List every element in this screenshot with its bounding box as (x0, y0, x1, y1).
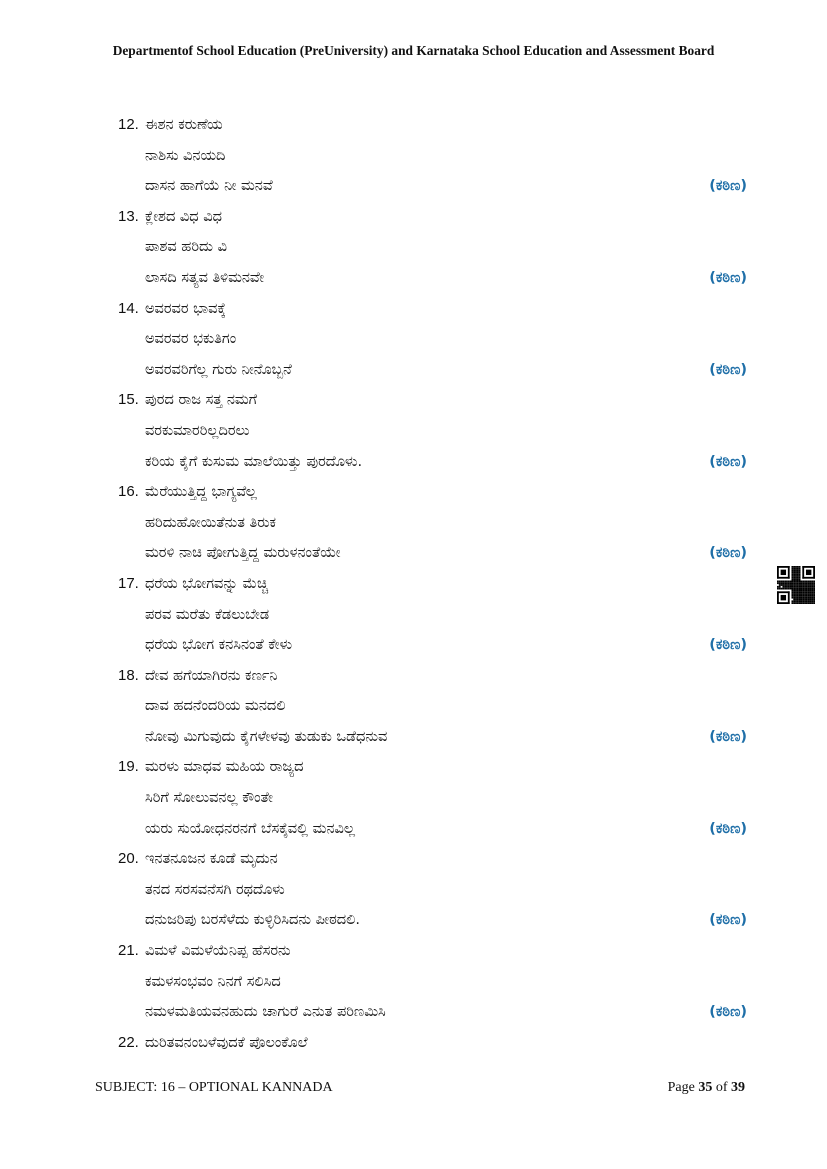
verse-line (0, 877, 827, 908)
page-prefix: Page (667, 1080, 699, 1095)
verse-line (0, 663, 827, 694)
verse-text: ನಾಶಿಸು ವಿನಯದಿ (145, 147, 226, 164)
verse-line (0, 1030, 827, 1061)
verse-line (0, 724, 827, 755)
qr-code-icon (777, 566, 815, 604)
verse-line (0, 907, 827, 938)
verse-line (0, 326, 827, 357)
verse-text: ಪರವ ಮರೆತು ಕೆಡಲುಬೇಡ (145, 606, 270, 623)
difficulty-tag: (ಕಠಿಣ) (709, 820, 747, 837)
item-number: 14. (118, 299, 139, 317)
item-number: 13. (118, 207, 139, 225)
verse-text: ಯರು ಸುಯೋಧನರನಗೆ ಬೆಸಕೈವಲ್ಲಿ ಮನವಿಲ್ಲ (145, 820, 355, 837)
difficulty-tag: (ಕಠಿಣ) (709, 728, 747, 745)
verse-line (0, 754, 827, 785)
verse-text: ದಾಸನ ಹಾಗೆಯೆ ನೀ ಮನವೆ (145, 178, 273, 195)
difficulty-tag: (ಕಠಿಣ) (709, 1004, 747, 1021)
question-list (0, 112, 827, 1060)
item-number: 12. (118, 116, 139, 133)
page-current: 35 (698, 1080, 713, 1095)
verse-text: ಈಶನ ಕರುಣೆಯ (145, 117, 223, 133)
verse-line (0, 173, 827, 204)
verse-text: ಅವರವರಿಗೆಲ್ಲ ಗುರು ನೀನೊಬ್ಬನೆ (145, 361, 292, 378)
page-header (0, 43, 827, 59)
verse-text: ಧರೆಯ ಭೋಗವನ್ನು ಮೆಚ್ಚಿ (145, 575, 269, 592)
verse-text: ದನುಜರಿಪು ಬರಸೆಳೆದು ಕುಳ್ಳಿರಿಸಿದನು ಪೀಠದಲಿ. (145, 912, 360, 929)
verse-line (0, 693, 827, 724)
verse-line (0, 204, 827, 235)
difficulty-tag: (ಕಠಿಣ) (709, 178, 747, 195)
difficulty-tag: (ಕಠಿಣ) (709, 361, 747, 378)
verse-text: ದೇವ ಹಗೆಯಾಗಿರನು ಕರ್ಣನಿ (145, 667, 278, 684)
item-number: 20. (118, 850, 139, 868)
verse-line (0, 999, 827, 1030)
header-title: Departmentof School Education (PreUniversity) and Karnataka School Education and Assessment Board (112, 43, 715, 58)
verse-line (0, 846, 827, 877)
verse-line (0, 969, 827, 1000)
list-item (0, 204, 827, 296)
verse-line (0, 510, 827, 541)
verse-line (0, 387, 827, 418)
item-number: 15. (118, 391, 139, 409)
difficulty-tag: (ಕಠಿಣ) (709, 637, 747, 654)
list-item (0, 846, 827, 938)
verse-line (0, 632, 827, 663)
list-item (0, 571, 827, 663)
verse-text: ದಾವ ಹದನೆಂದರಿಯ ಮನದಲಿ (145, 698, 286, 715)
verse-text: ಮರಳಿ ನಾಚಿ ಪೋಗುತ್ತಿದ್ದ ಮರುಳನಂತೆಯೇ (145, 545, 341, 562)
list-item (0, 479, 827, 571)
page-footer (0, 1080, 827, 1100)
item-number: 16. (118, 483, 139, 501)
list-item (0, 754, 827, 846)
verse-line (0, 112, 827, 143)
page-of: of (712, 1080, 731, 1095)
list-item (0, 938, 827, 1030)
verse-text: ಪಾಶವ ಹರಿದು ವಿ (145, 239, 227, 256)
item-number: 18. (118, 666, 139, 684)
verse-text: ನಮಳಮತಿಯವನಹುದು ಚಾಗುರೆ ಎನುತ ಪರಿಣಮಿಸಿ (145, 1004, 386, 1021)
footer-subject: SUBJECT: 16 – OPTIONAL KANNADA (95, 1080, 333, 1095)
verse-text: ಹರಿದುಹೋಯಿತೆನುತ ತಿರುಕ (145, 514, 277, 531)
page-total: 39 (731, 1080, 745, 1095)
list-item (0, 387, 827, 479)
difficulty-tag: (ಕಠಿಣ) (709, 545, 747, 562)
verse-text: ವಿಮಳೆ ವಿಮಳೆಯೆನಿಪ್ಪ ಹೆಸರನು (145, 943, 291, 960)
page-number (668, 1080, 745, 1096)
verse-line (0, 296, 827, 327)
verse-text: ದುರಿತವನಂಬಳೆವುದಕೆ ಪೊಲಂಕೊಲೆ (145, 1034, 308, 1051)
verse-text: ವರಕುಮಾರರಿಲ್ಲದಿರಲು (145, 422, 250, 439)
verse-text: ಸಿರಿಗೆ ಸೋಲುವನಲ್ಲ ಕೌಂತೇ (145, 790, 273, 807)
verse-line (0, 479, 827, 510)
list-item (0, 112, 827, 204)
verse-line (0, 938, 827, 969)
verse-line (0, 418, 827, 449)
verse-line (0, 265, 827, 296)
item-number: 22. (118, 1033, 139, 1051)
verse-line (0, 234, 827, 265)
list-item (0, 296, 827, 388)
difficulty-tag: (ಕಠಿಣ) (709, 269, 747, 286)
verse-text: ಕ್ಲೇಶದ ವಿಧ ವಿಧ (145, 208, 222, 225)
difficulty-tag: (ಕಠಿಣ) (709, 453, 747, 470)
verse-text: ಅವರವರ ಭಕುತಿಗಂ (145, 331, 237, 348)
verse-line (0, 540, 827, 571)
verse-line (0, 785, 827, 816)
item-number: 19. (118, 758, 139, 776)
verse-text: ಮೆರೆಯುತ್ತಿದ್ದ ಭಾಗ್ಯವೆಲ್ಲ (145, 484, 257, 501)
verse-line (0, 449, 827, 480)
verse-text: ಮರಳು ಮಾಧವ ಮಹಿಯ ರಾಜ್ಯದ (145, 759, 304, 776)
verse-text: ಪುರದ ರಾಜ ಸತ್ತ ನಮಗೆ (145, 392, 258, 409)
list-item (0, 663, 827, 755)
verse-line (0, 816, 827, 847)
verse-text: ತನದ ಸರಸವನೆಸಗಿ ರಥದೊಳು (145, 881, 285, 898)
verse-line (0, 143, 827, 174)
verse-text: ಕರಿಯ ಕೈಗೆ ಕುಸುಮ ಮಾಲೆಯಿತ್ತು ಪುರದೊಳು. (145, 453, 363, 470)
difficulty-tag: (ಕಠಿಣ) (709, 912, 747, 929)
item-number: 21. (118, 942, 139, 960)
verse-text: ಲಾಸದಿ ಸತ್ಯವ ತಿಳಿಮನವೇ (145, 269, 264, 286)
verse-line (0, 357, 827, 388)
verse-text: ಕಮಳಸಂಭವಂ ನಿನಗೆ ಸಲಿಸಿದ (145, 973, 281, 990)
verse-text: ಅವರವರ ಭಾವಕ್ಕೆ (145, 300, 226, 317)
verse-text: ನೋವು ಮಿಗುವುದು ಕೈಗಳೇಳವು ತುಡುಕು ಒಡೆಧನುವ (145, 728, 388, 745)
verse-text: ಧರೆಯ ಭೋಗ ಕನಸಿನಂತೆ ಕೇಳು (145, 637, 293, 654)
item-number: 17. (118, 574, 139, 592)
verse-line (0, 602, 827, 633)
verse-line (0, 571, 827, 602)
verse-text: ಇನತನೂಜನ ಕೂಡೆ ಮೃದುನ (145, 851, 278, 868)
list-item (0, 1030, 827, 1061)
